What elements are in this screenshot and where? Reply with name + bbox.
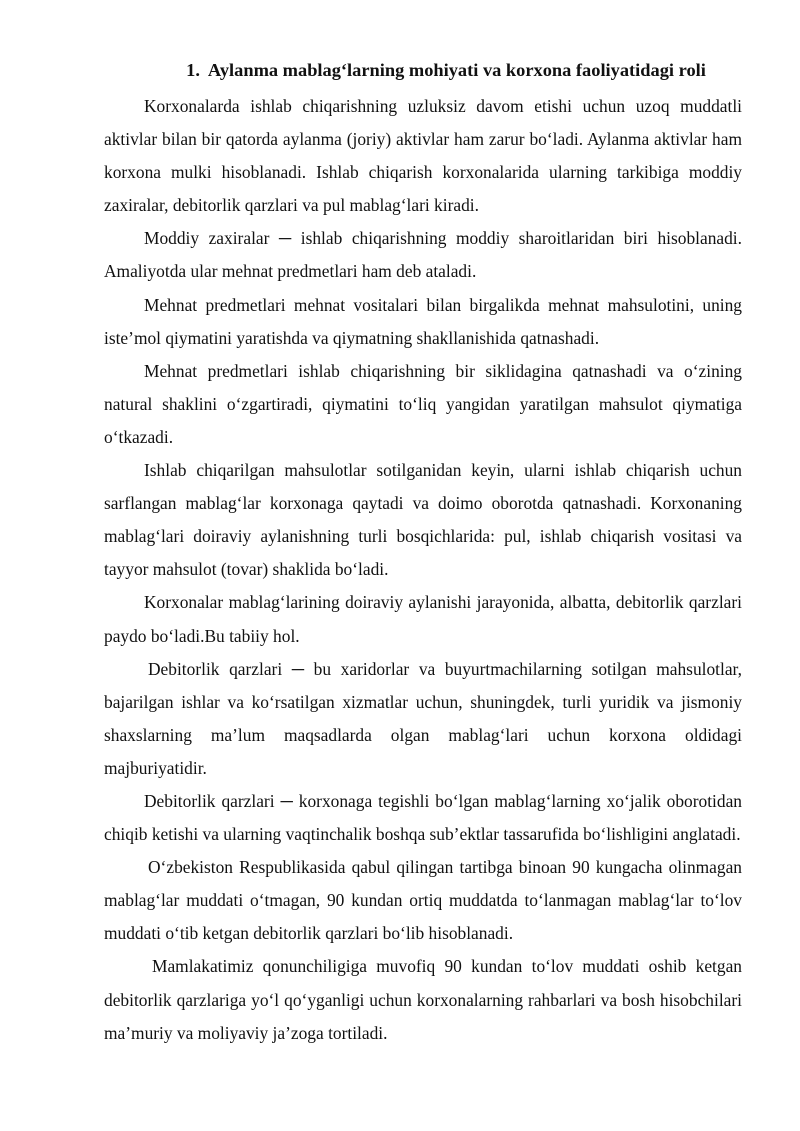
section-number: 1. xyxy=(186,60,200,80)
paragraph-current-assets: Korxonalarda ishlab chiqarishning uzluksiz davom etishi uchun uzoq muddatli aktivlar bilan bir qatorda aylanma (joriy) aktivlar ham zarur bo‘ladi. Aylanma aktivlar ham korxona mulki hisoblanadi. Ishlab chiqarish korxonalarida ularning tarkibiga moddiy zaxiralar, debitorlik qarzlari va pul mablag‘lari kiradi. xyxy=(104,96,742,216)
section-heading xyxy=(150,50,742,90)
paragraph-uzbekistan-rules: O‘zbekiston Respublikasida qabul qilingan tartibga binoan 90 kungacha olinmagan mablag‘lar muddati o‘tmagan, 90 kundan ortiq muddatda to‘lanmagan mablag‘lar to‘lov muddati o‘tib ketgan debitorlik qarzlari bo‘lib hisoblanadi. xyxy=(104,857,742,944)
paragraph-production-cycle: Mehnat predmetlari ishlab chiqarishning bir siklidagina qatnashadi va o‘zining natural shaklini o‘zgartiradi, qiymatini to‘liq yangidan yaratilgan mahsulot qiymatiga o‘tkazadi. xyxy=(104,360,742,447)
paragraph-material-reserves: Moddiy zaxiralar ─ ishlab chiqarishning moddiy sharoitlaridan biri hisoblanadi. Amaliyotda ular mehnat predmetlari ham deb ataladi. xyxy=(104,228,742,282)
paragraph-receivables-meaning: Debitorlik qarzlari ─ korxonaga tegishli bo‘lgan mablag‘larning xo‘jalik oborotidan chiqib ketishi va ularning vaqtinchalik boshqa sub’ektlar tassarufida bo‘lishligini anglatadi. xyxy=(104,790,742,845)
paragraph-labor-objects: Mehnat predmetlari mehnat vositalari bilan birgalikda mehnat mahsulotini, uning iste’mol qiymatini yaratishda va qiymatning shakllanishida qatnashadi. xyxy=(104,294,742,348)
paragraph-legislation: Mamlakatimiz qonunchiligiga muvofiq 90 kundan to‘lov muddati oshib ketgan debitorlik qarzlariga yo‘l qo‘yganligi uchun korxonalarning rahbarlari va bosh hisobchilari ma’muriy va moliyaviy ja’zoga tortiladi. xyxy=(104,956,742,1043)
paragraph-receivables-origin: Korxonalar mablag‘larining doiraviy aylanishi jarayonida, albatta, debitorlik qarzlari paydo bo‘ladi.Bu tabiiy hol. xyxy=(104,592,742,646)
document-page xyxy=(104,50,742,1050)
paragraph-receivables-definition: Debitorlik qarzlari ─ bu xaridorlar va buyurtmachilarning sotilgan mahsulotlar, bajarilgan ishlar va ko‘rsatilgan xizmatlar uchun, shuningdek, turli yuridik va jismoniy shaxslarning ma’lum maqsadlarda olgan mablag‘lari uchun korxona oldidagi majburiyatidir. xyxy=(104,658,742,778)
paragraph-circulation: Ishlab chiqarilgan mahsulotlar sotilganidan keyin, ularni ishlab chiqarish uchun sarflangan mablag‘lar korxonaga qaytadi va doimo oborotda qatnashadi. Korxonaning mablag‘lari doiraviy aylanishning turli bosqichlarida: pul, ishlab chiqarish vositasi va tayyor mahsulot (tovar) shaklida bo‘ladi. xyxy=(104,460,742,580)
section-title: Aylanma mablag‘larning mohiyati va korxona faoliyatidagi roli xyxy=(207,60,706,80)
